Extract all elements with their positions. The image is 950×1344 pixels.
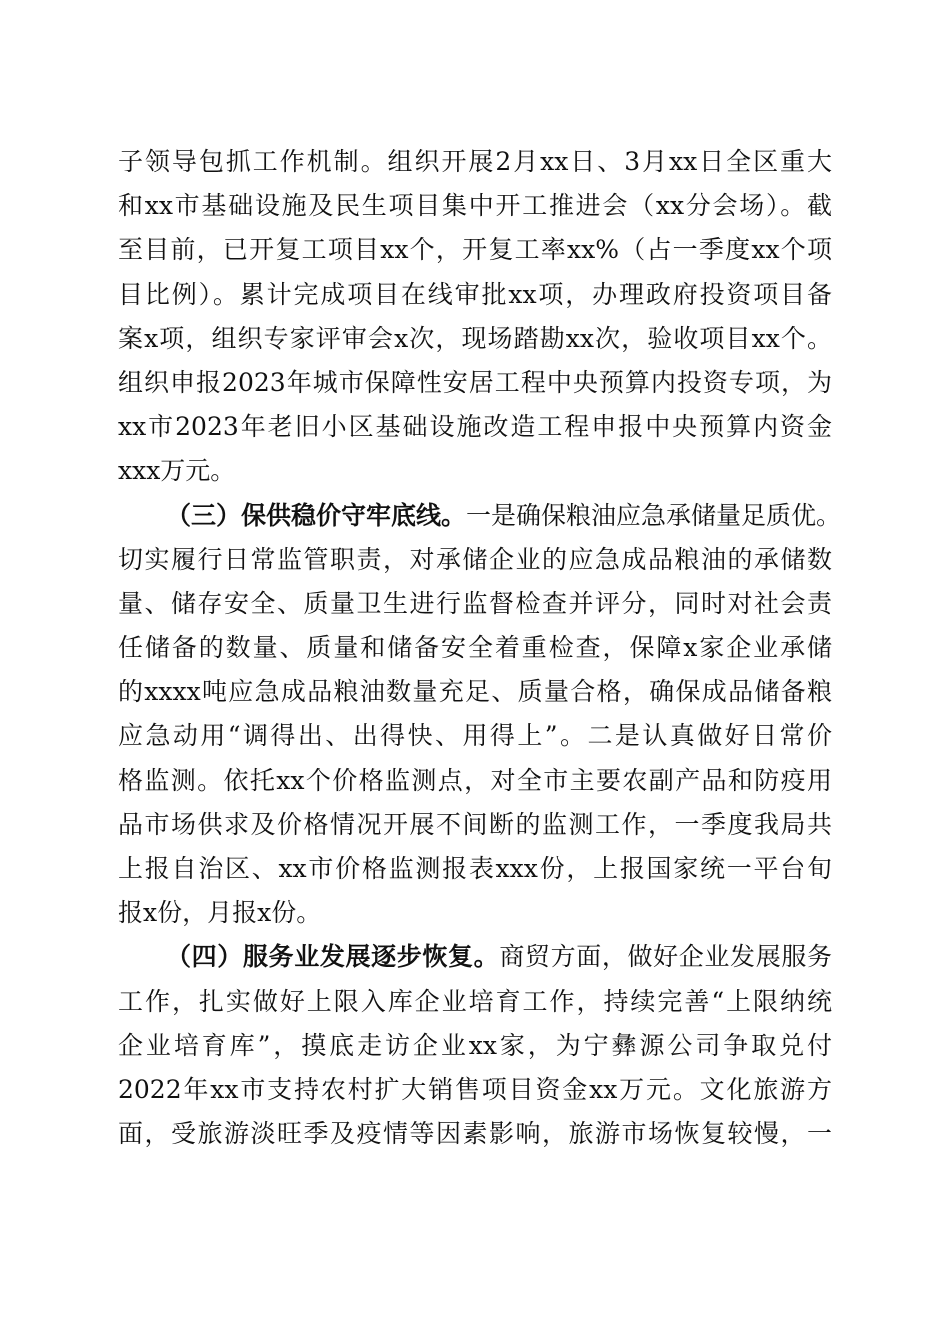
document-body	[118, 140, 842, 1156]
text-line: 应急动用“调得出、出得快、用得上”。二是认真做好日常价	[118, 721, 832, 751]
text-line: 案x项，组织专家评审会x次，现场踏勘xx次，验收项目xx个。	[118, 323, 832, 353]
text-line: 企业培育库”，摸底走访企业xx家，为宁彝源公司争取兑付	[118, 1030, 832, 1060]
text-line: 至目前，已开复工项目xx个，开复工率xx%（占一季度xx个项	[118, 235, 832, 265]
text-run: 一是确保粮油应急承储量足质优。	[466, 500, 842, 530]
text-line: 上报自治区、xx市价格监测报表xxx份，上报国家统一平台旬	[118, 854, 832, 883]
text-line: 2022年xx市支持农村扩大销售项目资金xx万元。文化旅游方	[118, 1074, 832, 1104]
section-heading: （四）服务业发展逐步恢复。	[166, 942, 500, 972]
text-line: 报x份，月报x份。	[118, 898, 322, 928]
text-line: 工作，扎实做好上限入库企业培育工作，持续完善“上限纳统	[118, 986, 832, 1016]
text-line: 组织申报2023年城市保障性安居工程中央预算内投资专项，为	[118, 367, 832, 397]
paragraph-supply-price-stability	[118, 494, 842, 936]
text-line: 的xxxx吨应急成品粮油数量充足、质量合格，确保成品储备粮	[118, 677, 832, 707]
text-line: 面，受旅游淡旺季及疫情等因素影响，旅游市场恢复较慢，一	[118, 1119, 832, 1149]
text-line: 子领导包抓工作机制。组织开展2月xx日、3月xx日全区重大	[118, 147, 832, 176]
text-run: 商贸方面，做好企业发展服务	[499, 942, 832, 972]
text-line: 切实履行日常监管职责，对承储企业的应急成品粮油的承储数	[118, 544, 832, 574]
text-line: 和xx市基础设施及民生项目集中开工推进会（xx分会场）。截	[118, 191, 832, 221]
paragraph-project-progress	[118, 140, 832, 493]
text-line	[118, 935, 832, 979]
text-line: 品市场供求及价格情况开展不间断的监测工作，一季度我局共	[118, 809, 832, 839]
text-line: 量、储存安全、质量卫生进行监督检查并评分，同时对社会责	[118, 588, 832, 618]
text-line: 目比例）。累计完成项目在线审批xx项，办理政府投资项目备	[118, 279, 832, 309]
section-heading: （三）保供稳价守牢底线。	[166, 500, 467, 530]
text-line	[118, 494, 842, 538]
text-line: 格监测。依托xx个价格监测点，对全市主要农副产品和防疫用	[118, 765, 832, 795]
text-line: 任储备的数量、质量和储备安全着重检查，保障x家企业承储	[118, 633, 832, 663]
text-line: xx市2023年老旧小区基础设施改造工程申报中央预算内资金	[118, 412, 832, 442]
paragraph-service-industry	[118, 935, 832, 1156]
text-line: xxx万元。	[118, 456, 236, 486]
